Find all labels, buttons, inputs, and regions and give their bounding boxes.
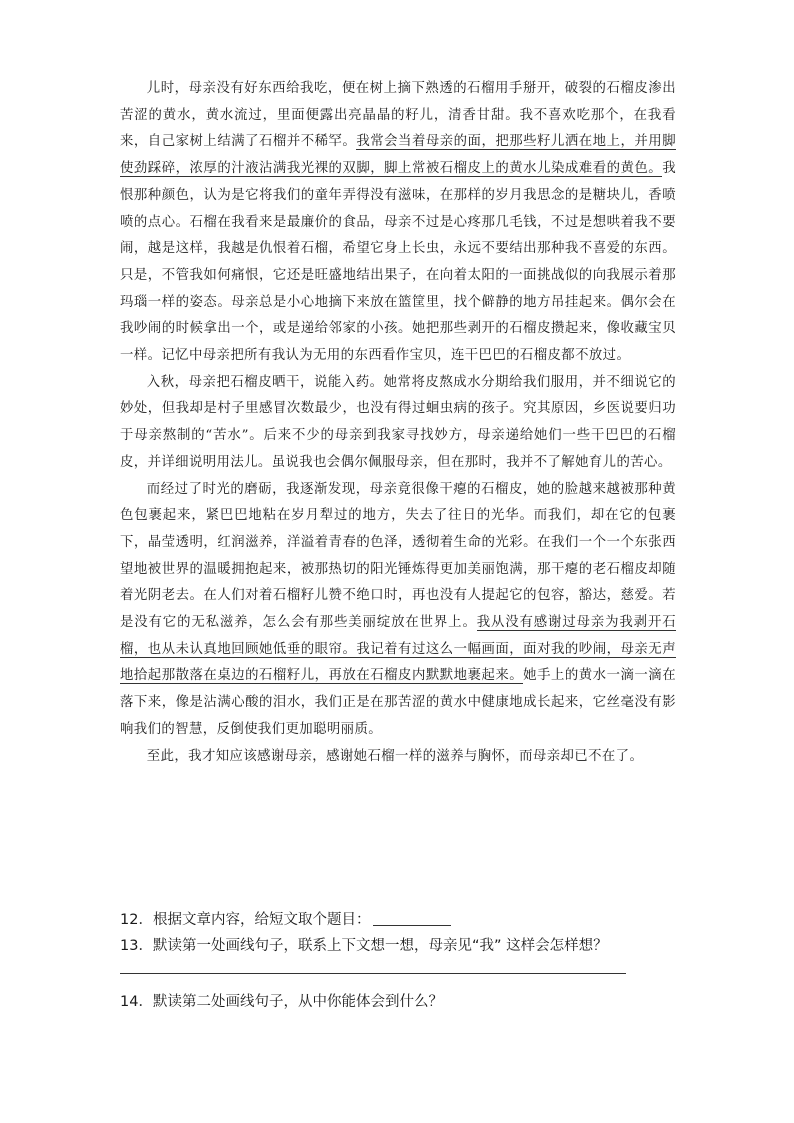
title-answer-blank[interactable]	[373, 909, 451, 926]
essay-paragraph-2: 入秋，母亲把石榴皮晒干，说能入药。她常将皮熬成水分期给我们服用，并不细说它的妙处，但我却是村子里感冒次数最少，也没有得过蛔虫病的孩子。究其原因，乡医说要归功于母亲熬制的“苦水”。后来不少的母亲到我家寻找妙方，母亲递给她们一些干巴巴的石榴皮，并详细说明用法儿。虽说我也会偶尔佩服母亲，但在那时，我并不了解她育儿的苦心。	[120, 374, 676, 470]
essay-paragraph-3	[120, 477, 676, 744]
question-14: 14．默读第二处画线句子，从中你能体会到什么？	[120, 994, 443, 1010]
underlined-sentence-2: 我从没有感谢过母亲为我剥开石榴，也从未认真地回顾她低垂的眼帘。我记着有过这么一幅画面，面对我的吵闹，母亲无声地拾起那散落在桌边的石榴籽儿，再放在石榴皮内默默地裹起来。	[120, 615, 676, 684]
question-13: 13．默读第一处画线句子，联系上下文想一想，母亲见“我” 这样会怎样想？	[120, 938, 608, 954]
question-12-text: 12．根据文章内容，给短文取个题目：	[120, 912, 371, 928]
essay-paragraph-1	[120, 76, 676, 370]
essay-text: 而经过了时光的磨砺，我逐渐发现，母亲竟很像干瘪的石榴皮，她的脸越来越被那种黄色包裹起来，紧巴巴地粘在岁月犁过的地方，失去了往日的光华。而我们，却在它的包裹下，晶莹透明，红润滋养，洋溢着青春的色泽，透彻着生命的光彩。在我们一个一个东张西望地被世界的温暖拥抱起来，被那热切的阳光锤炼得更加美丽饱满，那干瘪的老石榴皮却随着光阴老去。在人们对着石榴籽儿赞不绝口时，再也没有人提起它的包容，豁达，慈爱。若是没有它的无私滋养，怎么会有那些美丽绽放在世界上。	[120, 481, 676, 631]
essay-body	[120, 76, 676, 770]
essay-text: 我恨那种颜色，认为是它将我们的童年弄得没有滋味，在那样的岁月我思念的是糖块儿，香喷喷的点心。石榴在我看来是最廉价的食品，母亲不过是心疼那几毛钱，不过是想哄着我不要闹，越是这样，我越是仇恨着石榴，希望它身上长虫，永远不要结出那种我不喜爱的东西。只是，不管我如何痛恨，它还是旺盛地结出果子，在向着太阳的一面挑战似的向我展示着那玛瑙一样的姿态。母亲总是小心地摘下来放在篮筐里，找个僻静的地方吊挂起来。偶尔会在我吵闹的时候拿出一个，或是递给邻家的小孩。她把那些剥开的石榴皮攒起来，像收藏宝贝一样。记忆中母亲把所有我认为无用的东西看作宝贝，连干巴巴的石榴皮都不放过。	[120, 161, 676, 364]
essay-text: 她手上的黄水一滴一滴在落下来，像是沾满心酸的泪水，我们正是在那苦涩的黄水中健康地成长起来，它丝毫没有影响我们的智慧，反倒使我们更加聪明丽质。	[120, 668, 676, 737]
question-12	[120, 907, 676, 933]
essay-paragraph-4: 至此，我才知应该感谢母亲，感谢她石榴一样的滋养与胸怀，而母亲却已不在了。	[146, 748, 644, 764]
underlined-sentence-1: 我常会当着母亲的面，把那些籽儿洒在地上，并用脚使劲踩碎，浓厚的汁液沾满我光裸的双脚，脚上常被石榴皮上的黄水儿染成难看的黄色。	[120, 134, 676, 177]
question-13-answer-line[interactable]	[120, 973, 626, 974]
question-list	[120, 907, 676, 1015]
essay-text: 儿时，母亲没有好东西给我吃，便在树上摘下熟透的石榴用手掰开，破裂的石榴皮渗出苦涩的黄水，黄水流过，里面便露出亮晶晶的籽儿，清香甘甜。我不喜欢吃那个，在我看来，自己家树上结满了石榴并不稀罕。	[120, 81, 676, 150]
